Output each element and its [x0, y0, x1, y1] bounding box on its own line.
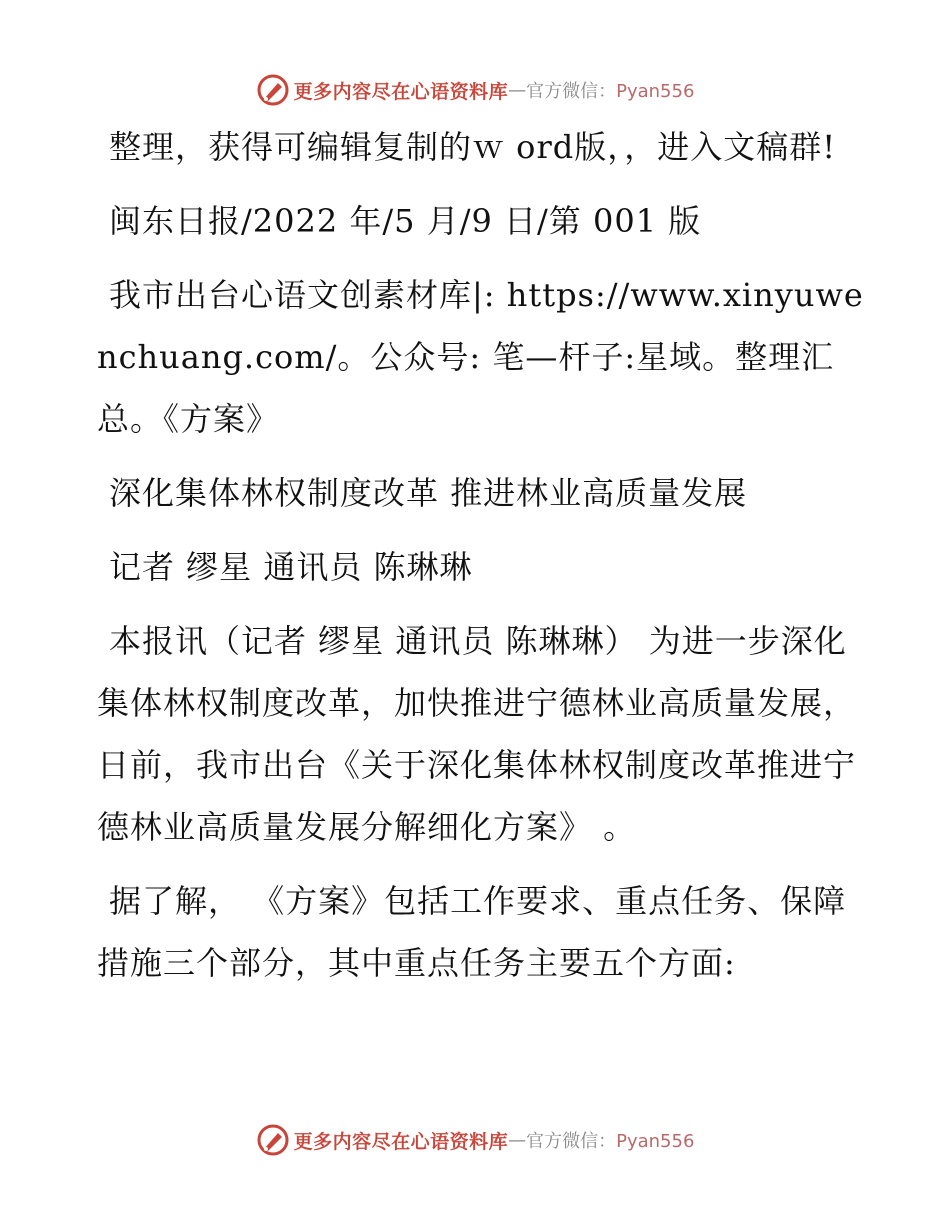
header-watermark-banner [0, 68, 950, 112]
banner-wechat-id: Pyan556 [616, 81, 695, 102]
paragraph-source-line: 闽东日报/2022 年/5 月/9 日/第 001 版 [109, 202, 702, 240]
paragraph-watermark-link: 我市出台心语文创素材库|: https://www.xinyuwenchuang.com/。公众号: 笔—杆子:星域。整理汇总。《方案》 [97, 276, 864, 438]
document-body [97, 116, 867, 1006]
paragraph-intro: 整理，获得可编辑复制的ｗ ord版，，进入文稿群! [109, 128, 837, 166]
article-byline: 记者 缪星 通讯员 陈琳琳 [109, 548, 473, 586]
footer-watermark-banner [0, 1118, 950, 1162]
banner-main-text: 更多内容尽在心语资料库 [293, 1130, 509, 1153]
banner-wechat-label: 官方微信：Pyan556 [526, 81, 695, 102]
paragraph-summary: 据了解， 《方案》包括工作要求、重点任务、保障措施三个部分，其中重点任务主要五个方面: [97, 882, 847, 982]
article-title: 深化集体林权制度改革 推进林业高质量发展 [109, 474, 748, 512]
red-pen-logo-icon [256, 73, 290, 107]
banner-separator: — [508, 1129, 527, 1151]
banner-wechat-id: Pyan556 [616, 1131, 695, 1152]
paragraph-lead: 本报讯（记者 缪星 通讯员 陈琳琳） 为进一步深化集体林权制度改革，加快推进宁德林业高质量发展，日前，我市出台《关于深化集体林权制度改革推进宁德林业高质量发展分解细化方案》 。 [97, 622, 857, 846]
red-pen-logo-icon [256, 1123, 290, 1157]
banner-main-text: 更多内容尽在心语资料库 [293, 80, 509, 103]
banner-wechat-label: 官方微信：Pyan556 [526, 1131, 695, 1152]
banner-separator: — [508, 79, 527, 101]
